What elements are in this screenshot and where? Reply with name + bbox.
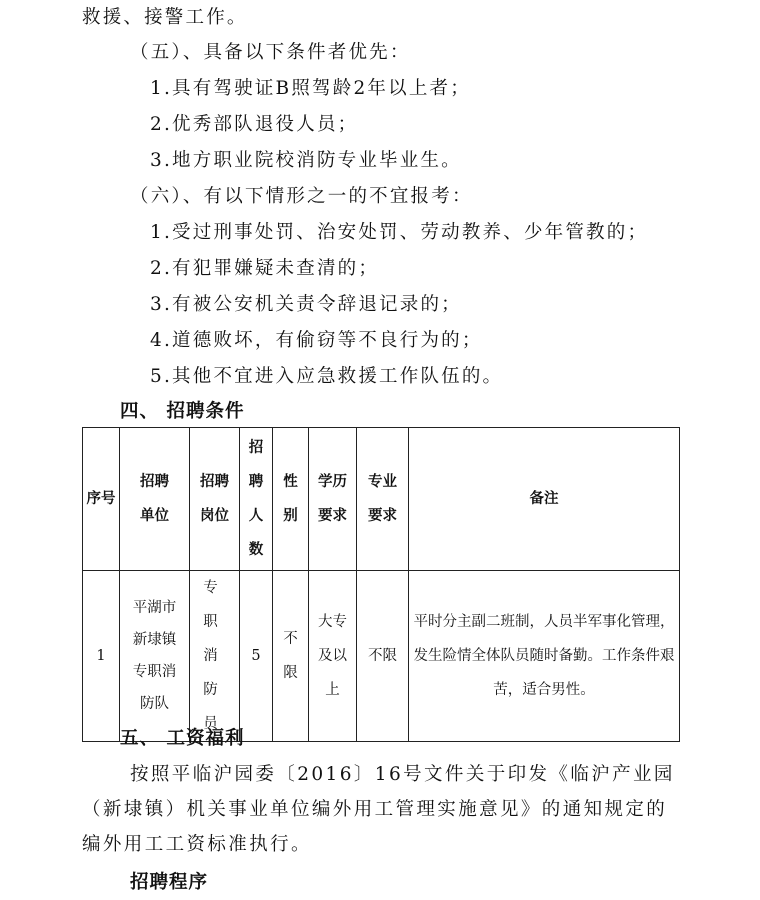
table-row xyxy=(83,571,680,742)
header-note: 备注 xyxy=(409,428,680,571)
cell-gender: 不限 xyxy=(273,571,309,742)
continued-text: 救援、接警工作。 xyxy=(82,7,248,28)
section-6-item-1: 1.受过刑事处罚、治安处罚、劳动教养、少年管教的； xyxy=(150,222,649,243)
cell-education: 大专及以上 xyxy=(309,571,357,742)
header-unit: 招聘单位 xyxy=(120,428,190,571)
heading-recruit-conditions: 四、 招聘条件 xyxy=(120,401,245,422)
heading-wages: 五、 工资福利 xyxy=(120,728,245,749)
section-5-item-3: 3.地方职业院校消防专业毕业生。 xyxy=(150,150,462,171)
section-6-item-3: 3.有被公安机关责令辞退记录的； xyxy=(150,294,462,315)
cell-no: 1 xyxy=(83,571,120,742)
recruitment-table xyxy=(82,427,680,742)
cell-major: 不限 xyxy=(357,571,409,742)
cell-unit: 平湖市新埭镇专职消防队 xyxy=(120,571,190,742)
header-major: 专业要求 xyxy=(357,428,409,571)
section-6-item-4: 4.道德败坏，有偷窃等不良行为的； xyxy=(150,330,483,351)
header-count: 招聘人数 xyxy=(240,428,273,571)
heading-procedure: 招聘程序 xyxy=(130,872,209,893)
section-5-item-2: 2.优秀部队退役人员； xyxy=(150,114,359,135)
wage-paragraph xyxy=(82,757,682,862)
section-6-item-2: 2.有犯罪嫌疑未查清的； xyxy=(150,258,380,279)
section-5-title: （五）、具备以下条件者优先： xyxy=(130,42,411,63)
table-header-row xyxy=(83,428,680,571)
section-6-item-5: 5.其他不宜进入应急救援工作队伍的。 xyxy=(150,366,504,387)
wage-text: 按照平临沪园委〔2016〕16号文件关于印发《临沪产业园（新埭镇）机关事业单位编外用工管理实施意见》的通知规定的编外用工工资标准执行。 xyxy=(82,764,675,855)
header-gender: 性别 xyxy=(273,428,309,571)
cell-post: 专职消防员 xyxy=(190,571,240,742)
cell-note: 平时分主副二班制，人员半军事化管理，发生险情全体队员随时备勤。工作条件艰苦，适合男性。 xyxy=(409,571,680,742)
cell-count: 5 xyxy=(240,571,273,742)
section-6-title: （六）、有以下情形之一的不宜报考： xyxy=(130,186,473,207)
header-post: 招聘岗位 xyxy=(190,428,240,571)
header-education: 学历要求 xyxy=(309,428,357,571)
header-no: 序号 xyxy=(83,428,120,571)
section-5-item-1: 1.具有驾驶证B照驾龄2年以上者； xyxy=(150,78,471,99)
